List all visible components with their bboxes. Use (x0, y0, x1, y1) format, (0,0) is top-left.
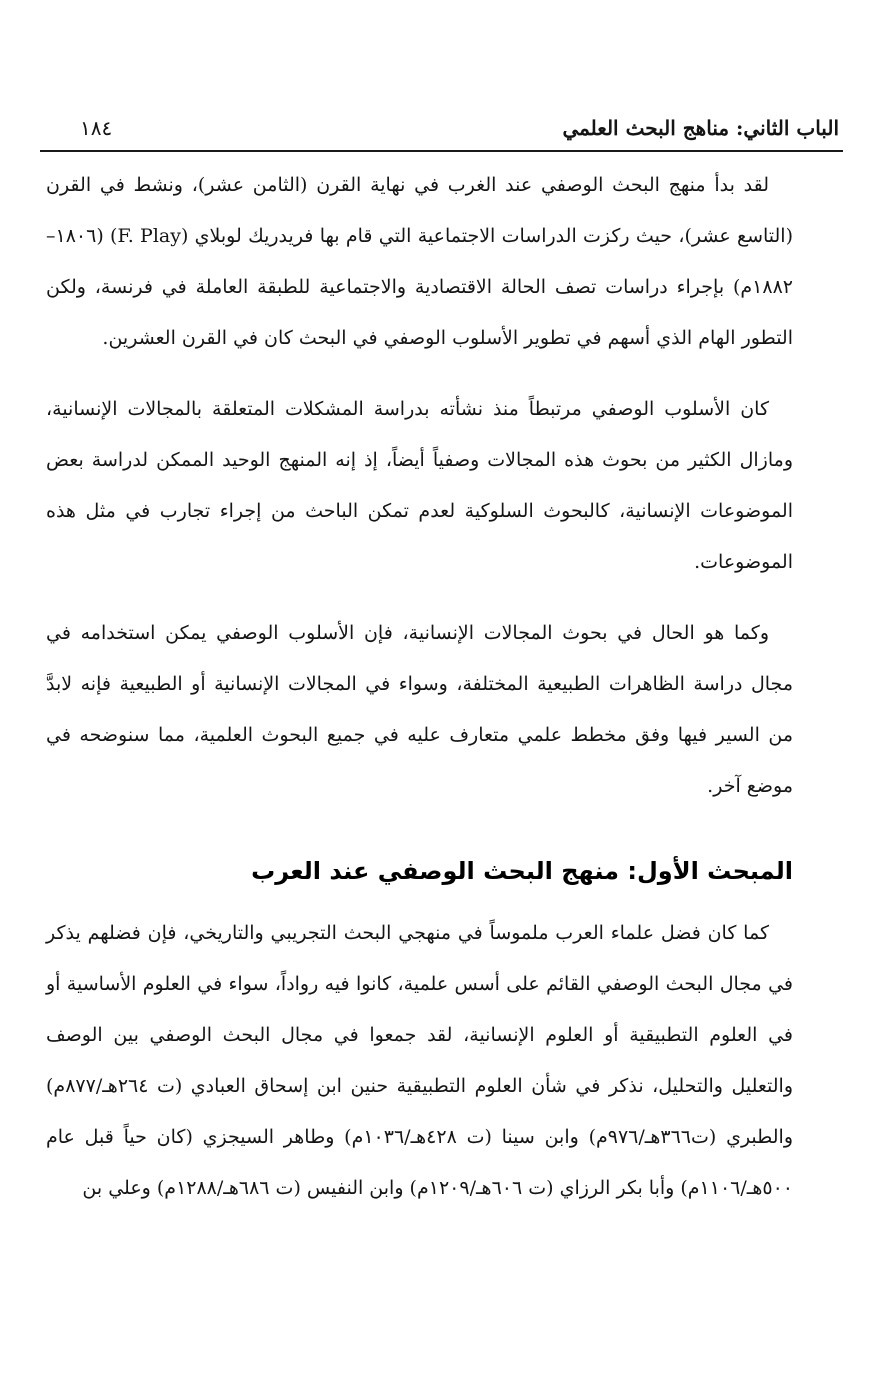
section-heading: المبحث الأول: منهج البحث الوصفي عند العرب (251, 857, 793, 885)
paragraph-2: كان الأسلوب الوصفي مرتبطاً منذ نشأته بدراسة المشكلات المتعلقة بالمجالات الإنسانية، ومازال الكثير من بحوث هذه المجالات وصفياً أيضاً، إذ إنه المنهج الوحيد الممكن لدراسة بعض الموضوعات الإنسانية، كالبحوث السلوكية لعدم تمكن الباحث من إجراء تجارب في مثل هذه الموضوعات. (46, 398, 793, 573)
section-paragraph: كما كان فضل علماء العرب ملموساً في منهجي البحث التجريبي والتاريخي، فإن فضلهم يذكر في مجال البحث الوصفي القائم على أسس علمية، كانوا فيه رواداً، سواء في العلوم الأساسية أو في العلوم التطبيقية أو العلوم الإنسانية، لقد جمعوا في مجال البحث الوصفي بين الوصف والتعليل والتحليل، نذكر في شأن العلوم التطبيقية حنين ابن إسحاق العبادي (ت ٢٦٤هـ/٨٧٧م) والطبري (ت٣٦٦هـ/٩٧٦م) وابن سينا (ت ٤٢٨هـ/١٠٣٦م) وطاهر السيجزي (كان حياً قبل عام ٥٠٠هـ/١١٠٦م) وأبا بكر الرزاي (ت ٦٠٦هـ/١٢٠٩م) وابن النفيس (ت ٦٨٦هـ/١٢٨٨م) وعلي بن (46, 922, 793, 1199)
paragraph-3: وكما هو الحال في بحوث المجالات الإنسانية، فإن الأسلوب الوصفي يمكن استخدامه في مجال دراسة الظاهرات الطبيعية المختلفة، وسواء في المجالات الإنسانية أو الطبيعية فإنه لابدَّ من السير فيها وفق مخطط علمي متعارف عليه في جميع البحوث العلمية، مما سنوضحه في موضع آخر. (46, 622, 793, 797)
running-header (40, 108, 843, 150)
page-number: ١٨٤ (80, 116, 113, 140)
main-text (46, 160, 793, 1234)
paragraph-1: لقد بدأ منهج البحث الوصفي عند الغرب في نهاية القرن (الثامن عشر)، ونشط في القرن (التاسع عشر)، حيث ركزت الدراسات الاجتماعية التي قام بها فريدريك لوبلاي (F. Play) (١٨٠٦–١٨٨٢م) بإجراء دراسات تصف الحالة الاقتصادية والاجتماعية للطبقة العاملة في فرنسة، ولكن التطور الهام الذي أسهم في تطوير الأسلوب الوصفي في البحث كان في القرن العشرين. (46, 174, 794, 349)
chapter-title: الباب الثاني: مناهج البحث العلمي (562, 116, 839, 140)
header-divider (40, 150, 843, 152)
